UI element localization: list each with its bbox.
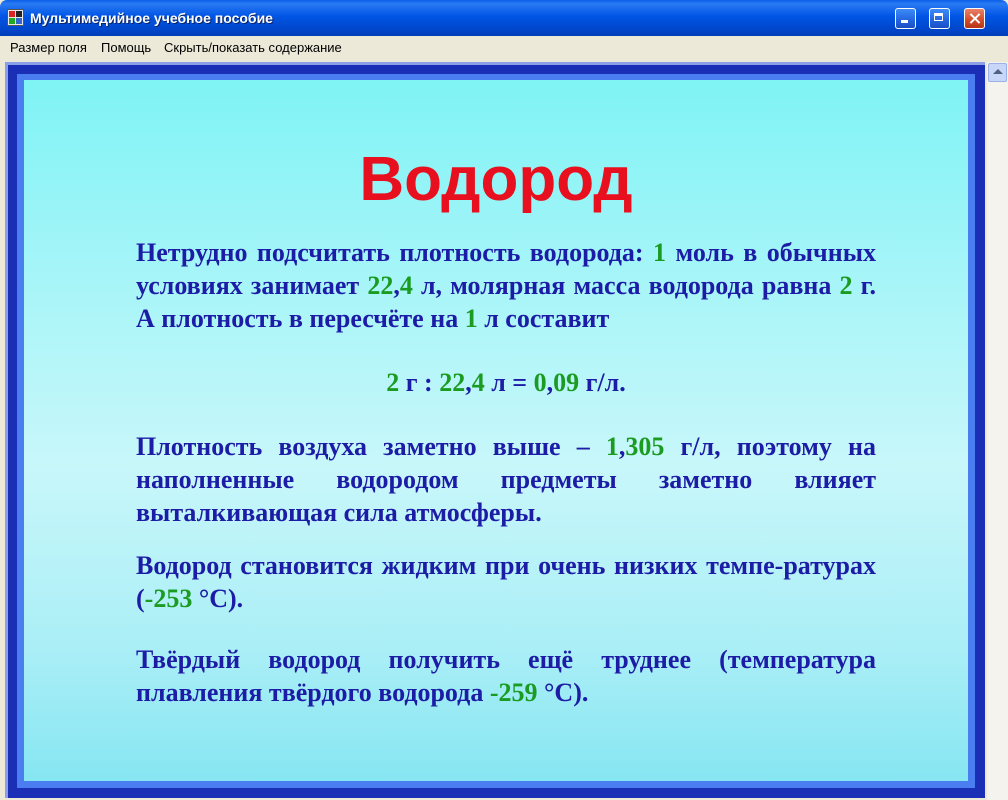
window-title: Мультимедийное учебное пособие: [30, 10, 273, 26]
paragraph-solid: Твёрдый водород получить ещё труднее (температура плавления твёрдого водорода -259 °С).: [136, 645, 876, 707]
maximize-button[interactable]: [929, 8, 950, 29]
minimize-button[interactable]: [895, 8, 916, 29]
paragraph-air-density: Плотность воздуха заметно выше – 1,305 г/л, поэтому на наполненные водородом предметы заметно влияет выталкивающая сила атмосферы.: [136, 432, 876, 527]
menu-item-toggle-contents[interactable]: Скрыть/показать содержание: [164, 40, 342, 55]
menu-bar: [0, 36, 1008, 58]
title-bar[interactable]: [0, 0, 1008, 36]
close-button[interactable]: [964, 8, 985, 29]
paragraph-liquid: Водород становится жидким при очень низких темпе-ратурах (-253 °С).: [136, 551, 876, 613]
formula: 2 г : 22,4 л = 0,09 г/л.: [386, 368, 626, 397]
menu-item-field-size[interactable]: Размер поля: [10, 40, 87, 55]
app-icon[interactable]: [7, 9, 24, 26]
scroll-up-button[interactable]: [988, 63, 1007, 82]
content-frame: [5, 62, 985, 798]
vertical-scrollbar[interactable]: [987, 62, 1008, 800]
slide: [24, 80, 968, 781]
paragraph-density: Нетрудно подсчитать плотность водорода: 1 моль в обычных условиях занимает 22,4 л, молярная масса водорода равна 2 г. А плотность в пересчёте на 1 л составит: [136, 238, 877, 333]
menu-item-help[interactable]: Помощь: [101, 40, 152, 55]
slide-border: [17, 74, 975, 788]
slide-heading: Водород: [359, 145, 633, 214]
